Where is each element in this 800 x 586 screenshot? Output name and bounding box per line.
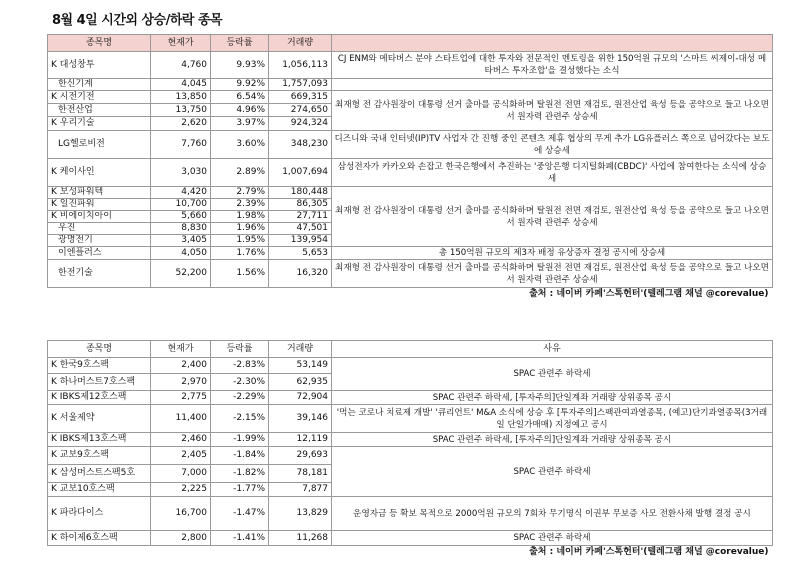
stock-price: 2,405 [151, 447, 211, 465]
stock-name: K 하이제6호스팩 [48, 531, 151, 546]
reason-cell: 총 150억원 규모의 제3자 배정 유상증자 결정 공시에 상승세 [332, 247, 773, 260]
stock-volume: 1,056,113 [269, 52, 332, 79]
stock-name: K IBKS제13호스팩 [48, 433, 151, 447]
stock-price: 8,830 [151, 223, 211, 235]
reason-cell [332, 79, 773, 91]
stock-name: K 교보9호스팩 [48, 447, 151, 465]
stock-volume: 13,829 [269, 497, 332, 531]
stock-price: 2,775 [151, 391, 211, 405]
stock-price: 7,000 [151, 465, 211, 483]
stock-volume: 72,904 [269, 391, 332, 405]
stock-rate: -1.84% [211, 447, 269, 465]
stock-volume: 924,324 [269, 117, 332, 131]
stock-volume: 12,119 [269, 433, 332, 447]
stock-rate: -2.15% [211, 405, 269, 433]
stock-name: K IBKS제12호스팩 [48, 391, 151, 405]
stock-name: K 하나머스트7호스팩 [48, 374, 151, 391]
stock-name: K 삼성머스트스팩5호 [48, 465, 151, 483]
stock-rate: 1.76% [211, 247, 269, 260]
stock-name: K 비에이치아이 [48, 211, 151, 223]
stock-name: K 대성창투 [48, 52, 151, 79]
table-row [48, 358, 773, 374]
stock-rate: 2.39% [211, 199, 269, 211]
stock-price: 11,400 [151, 405, 211, 433]
stock-name: K 일진파워 [48, 199, 151, 211]
header-rate: 등락률 [211, 341, 269, 358]
reason-cell: '먹는 코로나 치료제 개발' '큐리언트' M&A 소식에 상승 후 [투자주의]스팩관여과열종목, (예고)단기과열종목(3거래일 단일가매매) 지정예고 공시 [332, 405, 773, 433]
table-row [48, 159, 773, 187]
header-name: 종목명 [48, 341, 151, 358]
stock-name: K 우리기술 [48, 117, 151, 131]
stock-rate: -2.30% [211, 374, 269, 391]
stock-volume: 53,149 [269, 358, 332, 374]
stock-rate: -2.29% [211, 391, 269, 405]
stock-volume: 16,320 [269, 260, 332, 288]
reason-cell: 최재형 전 감사원장이 대통령 선거 출마를 공식화하며 탈원전 전면 재검토, 원전산업 육성 등을 공약으로 들고 나오면서 원자력 관련주 상승세 [332, 260, 773, 288]
stock-rate: 4.96% [211, 104, 269, 117]
stock-name: 이엔플러스 [48, 247, 151, 260]
stock-rate: -1.82% [211, 465, 269, 483]
stock-volume: 5,653 [269, 247, 332, 260]
stock-rate: 6.54% [211, 91, 269, 104]
header-reason: 사유 [332, 341, 773, 358]
reason-cell: SPAC 관련주 하락세, [투자주의]단일계좌 거래량 상위종목 공시 [332, 391, 773, 405]
reason-cell: SPAC 관련주 하락세 [332, 531, 773, 546]
header-price: 현재가 [151, 35, 211, 52]
stock-rate: 3.60% [211, 131, 269, 159]
stock-rate: 1.98% [211, 211, 269, 223]
reason-cell: 삼성전자가 카카오와 손잡고 한국은행에서 추진하는 '중앙은행 디지털화폐(CBDC)' 사업에 참여한다는 소식에 상승세 [332, 159, 773, 187]
stock-rate: -1.41% [211, 531, 269, 546]
stock-price: 2,400 [151, 358, 211, 374]
stock-price: 3,405 [151, 235, 211, 247]
stock-rate: 1.96% [211, 223, 269, 235]
stock-name: K 한국9호스팩 [48, 358, 151, 374]
stock-rate: -2.83% [211, 358, 269, 374]
reason-cell: SPAC 관련주 하락세 [332, 358, 773, 391]
reason-cell: CJ ENM와 메타버스 분야 스타트업에 대한 투자와 전문적인 멘토링을 위한 150억원 규모의 '스마트 씨제이-대성 메타버스 투자조합'을 결성했다는 소식 [332, 52, 773, 79]
table-row [48, 79, 773, 91]
stock-rate: 1.95% [211, 235, 269, 247]
stock-price: 4,420 [151, 187, 211, 199]
stock-volume: 7,877 [269, 483, 332, 497]
stock-price: 2,225 [151, 483, 211, 497]
header-price: 현재가 [151, 341, 211, 358]
stock-volume: 274,650 [269, 104, 332, 117]
table-row [48, 91, 773, 104]
stock-name: LG헬로비전 [48, 131, 151, 159]
stock-rate: -1.99% [211, 433, 269, 447]
table-row [48, 433, 773, 447]
reason-cell: 운영자금 등 확보 목적으로 2000억원 규모의 7회차 무기명식 이권부 무보증 사모 전환사채 발행 결정 공시 [332, 497, 773, 531]
stock-price: 2,460 [151, 433, 211, 447]
page-title: 8월 4일 시간외 상승/하락 종목 [52, 13, 223, 28]
stock-volume: 39,146 [269, 405, 332, 433]
rising-stocks-table [47, 34, 773, 302]
source-credit: 출처 : 네이버 카페'스톡헌터'(텔레그램 채널 @corevalue) [529, 289, 769, 300]
stock-price: 5,660 [151, 211, 211, 223]
stock-price: 2,970 [151, 374, 211, 391]
reason-cell: 디즈니와 국내 인터넷(IP)TV 사업자 간 진행 중인 콘텐츠 제휴 협상의 무게 추가 LG유플러스 쪽으로 넘어갔다는 보도에 상승세 [332, 131, 773, 159]
table-row [48, 405, 773, 433]
reason-cell: SPAC 관련주 하락세 [332, 447, 773, 497]
stock-volume: 27,711 [269, 211, 332, 223]
table-header-row [48, 35, 773, 52]
header-volume: 거래량 [269, 35, 332, 52]
stock-price: 7,760 [151, 131, 211, 159]
stock-rate: 9.93% [211, 52, 269, 79]
stock-price: 3,030 [151, 159, 211, 187]
stock-name: 한신기계 [48, 79, 151, 91]
stock-name: 한전기술 [48, 260, 151, 288]
stock-rate: 3.97% [211, 117, 269, 131]
stock-volume: 29,693 [269, 447, 332, 465]
stock-rate: 2.79% [211, 187, 269, 199]
stock-volume: 180,448 [269, 187, 332, 199]
table-row [48, 131, 773, 159]
table-row [48, 247, 773, 260]
stock-price: 2,800 [151, 531, 211, 546]
stock-price: 13,750 [151, 104, 211, 117]
table-row [48, 52, 773, 79]
stock-price: 2,620 [151, 117, 211, 131]
table-row [48, 260, 773, 288]
stock-volume: 86,305 [269, 199, 332, 211]
stock-name: K 시전기전 [48, 91, 151, 104]
table-row [48, 187, 773, 199]
table-row [48, 391, 773, 405]
stock-volume: 669,315 [269, 91, 332, 104]
stock-volume: 11,268 [269, 531, 332, 546]
reason-cell: 최재형 전 감사원장이 대통령 선거 출마를 공식화하며 탈원전 전면 재검토, 원전산업 육성 등을 공약으로 들고 나오면서 원자력 관련주 상승세 [332, 91, 773, 131]
stock-price: 4,050 [151, 247, 211, 260]
stock-rate: -1.77% [211, 483, 269, 497]
stock-rate: 1.56% [211, 260, 269, 288]
header-reason [332, 35, 773, 52]
stock-volume: 47,501 [269, 223, 332, 235]
stock-name: K 보성파워텍 [48, 187, 151, 199]
stock-name: 우진 [48, 223, 151, 235]
stock-price: 13,850 [151, 91, 211, 104]
stock-name: 광명전기 [48, 235, 151, 247]
stock-volume: 139,954 [269, 235, 332, 247]
falling-stocks-table [47, 340, 773, 560]
table-header-row [48, 341, 773, 358]
stock-rate: -1.47% [211, 497, 269, 531]
stock-price: 10,700 [151, 199, 211, 211]
stock-price: 52,200 [151, 260, 211, 288]
header-rate: 등락률 [211, 35, 269, 52]
stock-price: 4,045 [151, 79, 211, 91]
reason-cell: SPAC 관련주 하락세, [투자주의]단일계좌 거래량 상위종목 공시 [332, 433, 773, 447]
table-row [48, 447, 773, 465]
stock-name: K 케이사인 [48, 159, 151, 187]
table-row [48, 531, 773, 546]
stock-price: 4,760 [151, 52, 211, 79]
stock-volume: 62,935 [269, 374, 332, 391]
stock-rate: 2.89% [211, 159, 269, 187]
header-name: 종목명 [48, 35, 151, 52]
stock-volume: 1,757,093 [269, 79, 332, 91]
stock-name: K 교보10호스팩 [48, 483, 151, 497]
stock-volume: 348,230 [269, 131, 332, 159]
stock-price: 16,700 [151, 497, 211, 531]
stock-name: K 파라다이스 [48, 497, 151, 531]
source-credit: 출처 : 네이버 카페'스톡헌터'(텔레그램 채널 @corevalue) [529, 547, 769, 558]
stock-name: K 서울제약 [48, 405, 151, 433]
header-volume: 거래량 [269, 341, 332, 358]
stock-volume: 1,007,694 [269, 159, 332, 187]
stock-volume: 78,181 [269, 465, 332, 483]
table-row [48, 497, 773, 531]
stock-rate: 9.92% [211, 79, 269, 91]
stock-name: 한전산업 [48, 104, 151, 117]
reason-cell: 최재형 전 감사원장이 대통령 선거 출마를 공식화하며 탈원전 전면 재검토, 원전산업 육성 등을 공약으로 들고 나오면서 원자력 관련주 상승세 [332, 187, 773, 247]
